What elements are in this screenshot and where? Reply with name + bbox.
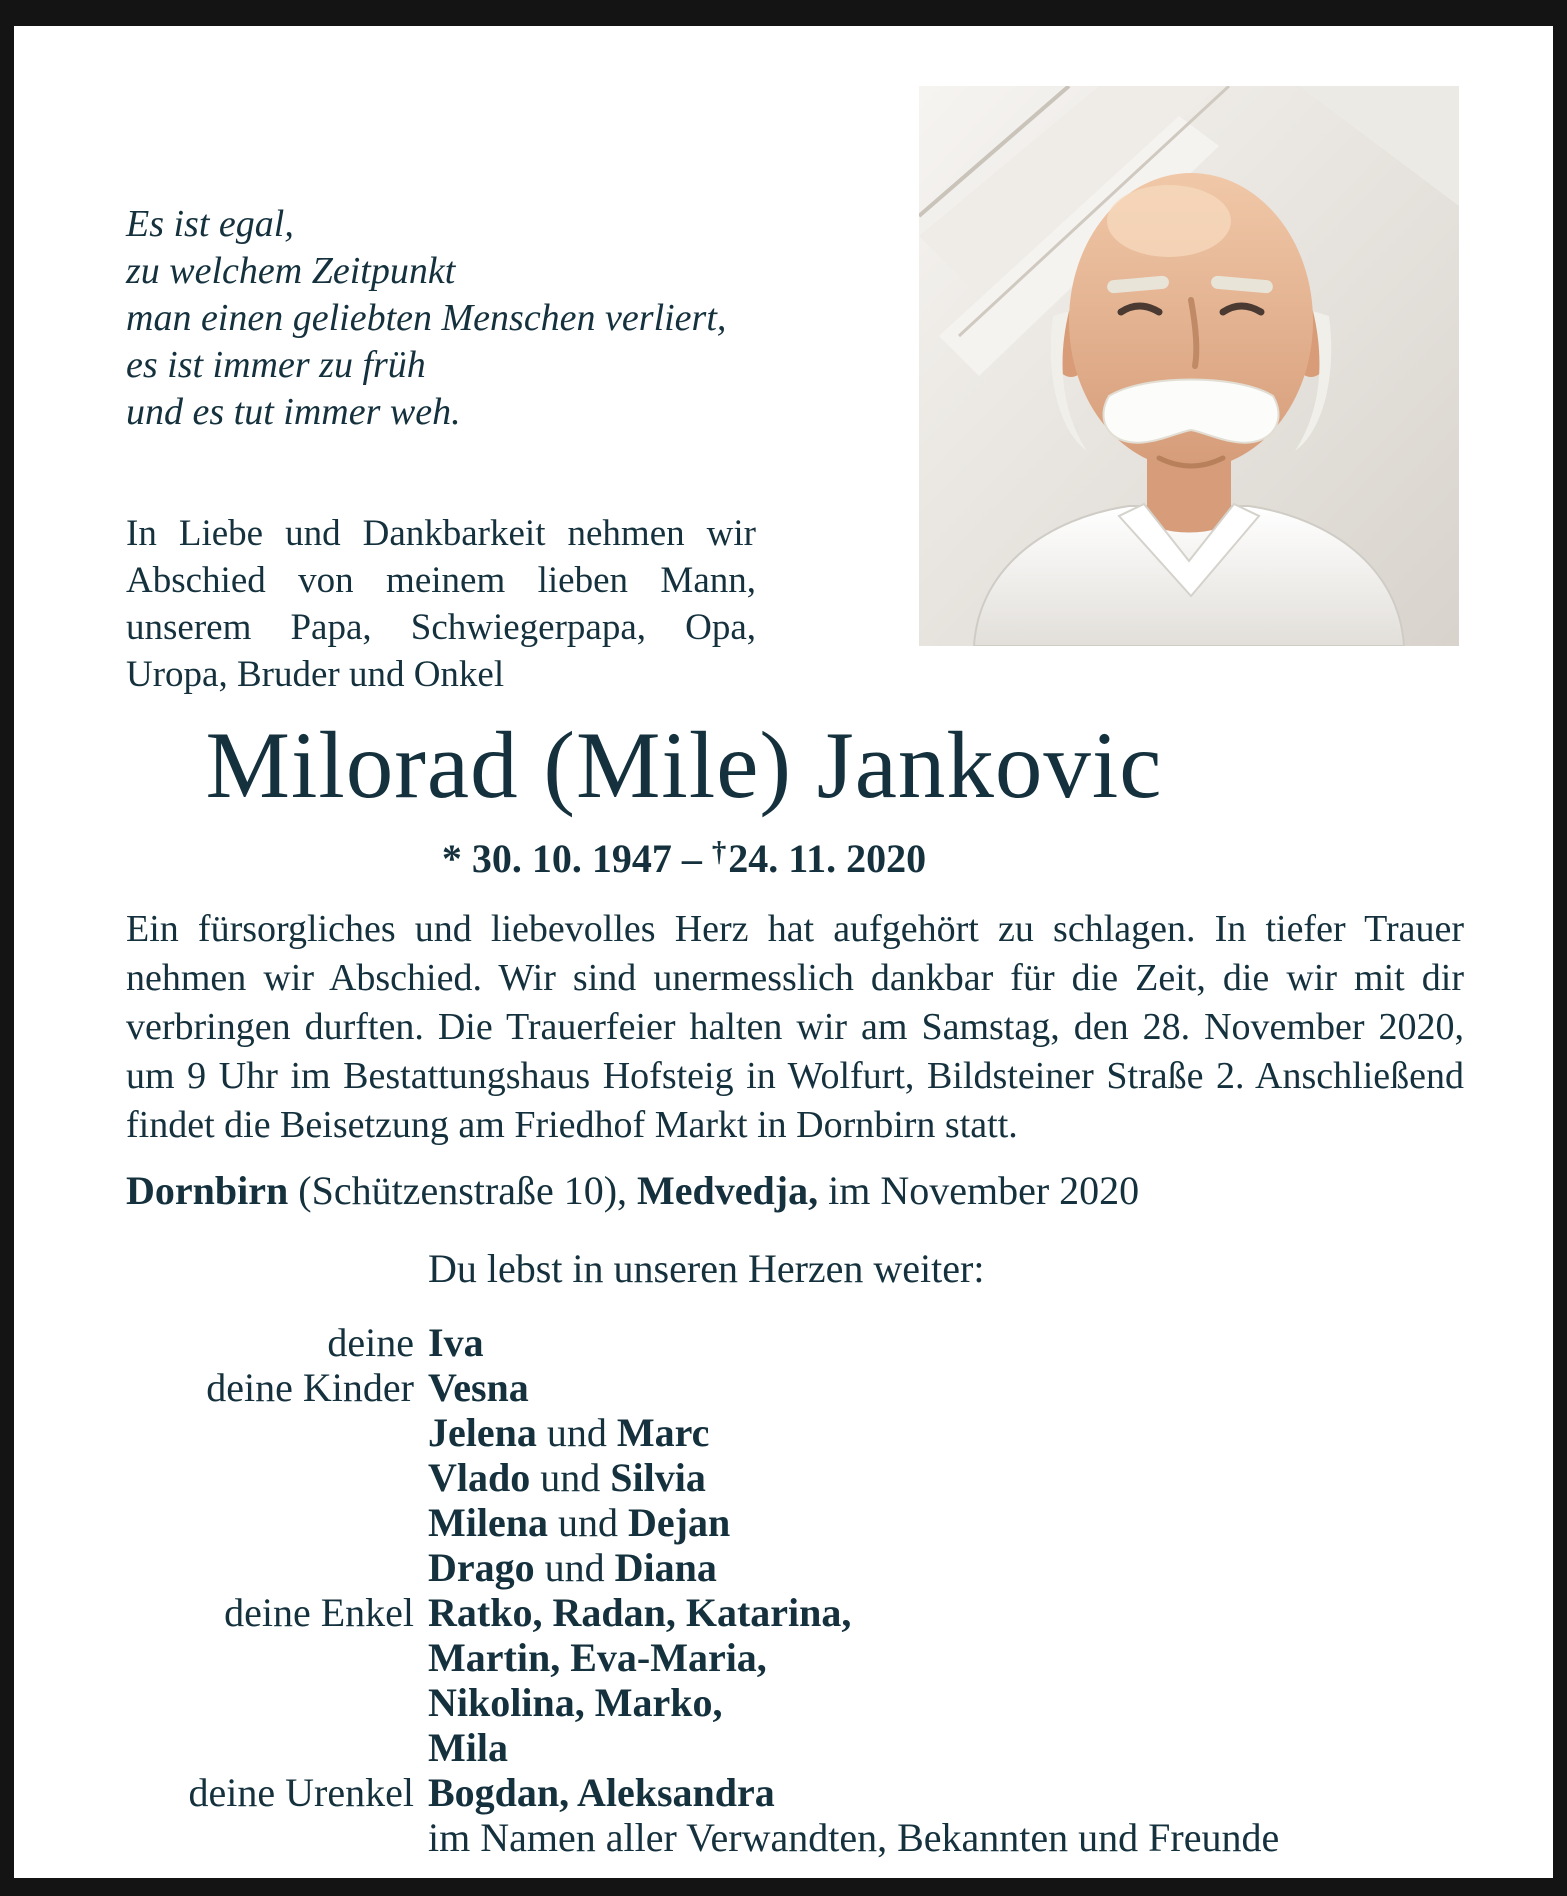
family-row-names <box>428 1455 1553 1500</box>
deceased-name: Milorad (Mile) Jankovic <box>205 712 1163 818</box>
text-segment: Iva <box>428 1319 484 1365</box>
text-segment: Vesna <box>428 1364 529 1410</box>
birth-date: * 30. 10. 1947 <box>441 835 672 881</box>
family-row <box>14 1410 1553 1455</box>
family-row <box>14 1770 1553 1815</box>
text-segment: Ratko, Radan, Katarina, <box>428 1589 852 1635</box>
quote-line: Es ist egal, <box>126 203 294 245</box>
family-row <box>14 1725 1553 1770</box>
family-row-names <box>428 1365 1553 1410</box>
family-row-names <box>428 1545 1553 1590</box>
text-segment: im Namen aller Verwandten, Bekannten und Freunde <box>428 1814 1280 1860</box>
quote-line: und es tut immer weh. <box>126 391 461 433</box>
text-segment: (Schützenstraße 10), <box>288 1167 638 1213</box>
family-row <box>14 1365 1553 1410</box>
family-row-label <box>14 1545 414 1590</box>
family-row <box>14 1500 1553 1545</box>
text-segment: Bogdan, Aleksandra <box>428 1769 775 1815</box>
family-row-label <box>14 1500 414 1545</box>
family-row <box>14 1815 1553 1860</box>
signoff-line <box>126 1166 1553 1216</box>
text-segment: Mila <box>428 1724 508 1770</box>
death-date: 24. 11. 2020 <box>728 835 927 881</box>
obituary-paragraph: Ein fürsorgliches und liebevolles Herz hat aufgehört zu schlagen. In tiefer Trauer nehmen wir Abschied. Wir sind unermesslich dankbar für die Zeit, die wir mit dir verbringen durften. Die Trauerfeier halten wir am Samstag, den 28. November 2020, um 9 Uhr im Bestattungshaus Hofsteig in Wolfurt, Bildsteiner Straße 2. Anschließend findet die Beisetzung am Friedhof Markt in Dornbirn statt. <box>126 907 1464 1146</box>
family-heading: Du lebst in unseren Herzen weiter: <box>428 1245 985 1291</box>
family-row-label: deine <box>327 1319 414 1365</box>
family-row-names <box>428 1635 1553 1680</box>
family-row-label <box>14 1815 414 1860</box>
text-segment: und <box>530 1454 611 1500</box>
text-segment: Silvia <box>610 1454 706 1500</box>
family-row <box>14 1320 1553 1365</box>
family-row-label: deine Enkel <box>224 1589 414 1635</box>
family-row-names <box>428 1410 1553 1455</box>
family-row-label <box>14 1635 414 1680</box>
text-segment: Jelena <box>428 1409 537 1455</box>
family-row <box>14 1680 1553 1725</box>
family-row-names <box>428 1680 1553 1725</box>
dagger-symbol: † <box>711 836 727 868</box>
portrait-photo <box>919 86 1459 646</box>
family-row-names <box>428 1725 1553 1770</box>
quote-line: zu welchem Zeitpunkt <box>126 250 456 292</box>
family-row <box>14 1635 1553 1680</box>
family-row-label <box>14 1410 414 1455</box>
family-row-names <box>428 1815 1553 1860</box>
family-row-names <box>428 1500 1553 1545</box>
family-row <box>14 1545 1553 1590</box>
family-row-names <box>428 1770 1553 1815</box>
family-row-label <box>14 1455 414 1500</box>
text-segment: Milena <box>428 1499 548 1545</box>
text-segment: und <box>547 1499 628 1545</box>
family-row <box>14 1455 1553 1500</box>
text-segment: Dornbirn <box>126 1167 289 1213</box>
family-row-names <box>428 1590 1553 1635</box>
text-segment: Dejan <box>627 1499 731 1545</box>
family-row-names <box>428 1320 1553 1365</box>
text-segment: Marc <box>616 1409 710 1455</box>
family-row-label <box>14 1725 414 1770</box>
text-segment: und <box>534 1544 615 1590</box>
quote-line: man einen geliebten Menschen verliert, <box>126 297 727 339</box>
quote-line: es ist immer zu früh <box>126 344 426 386</box>
dates-line <box>14 828 1354 883</box>
text-segment: Vlado <box>428 1454 531 1500</box>
family-row <box>14 1590 1553 1635</box>
family-row-label: deine Kinder <box>206 1364 414 1410</box>
dates-separator: – <box>681 835 702 881</box>
text-segment: Drago <box>428 1544 535 1590</box>
elderly-man-portrait <box>919 86 1459 646</box>
family-row-label <box>14 1680 414 1725</box>
family-list <box>14 1320 1553 1860</box>
quote-block <box>126 201 886 436</box>
text-segment: Martin, Eva-Maria, <box>428 1634 767 1680</box>
text-segment: Nikolina, Marko, <box>428 1679 723 1725</box>
intro-paragraph: In Liebe und Dankbarkeit nehmen wir Abschied von meinem lieben Mann, unserem Papa, Schwiegerpapa, Opa, Uropa, Bruder und Onkel <box>126 513 756 695</box>
text-segment: und <box>536 1409 617 1455</box>
text-segment: im November 2020 <box>818 1167 1140 1213</box>
text-segment: Medvedja, <box>637 1167 819 1213</box>
text-segment: Diana <box>614 1544 717 1590</box>
family-row-label: deine Urenkel <box>188 1769 414 1815</box>
bald-highlight <box>1107 185 1231 257</box>
